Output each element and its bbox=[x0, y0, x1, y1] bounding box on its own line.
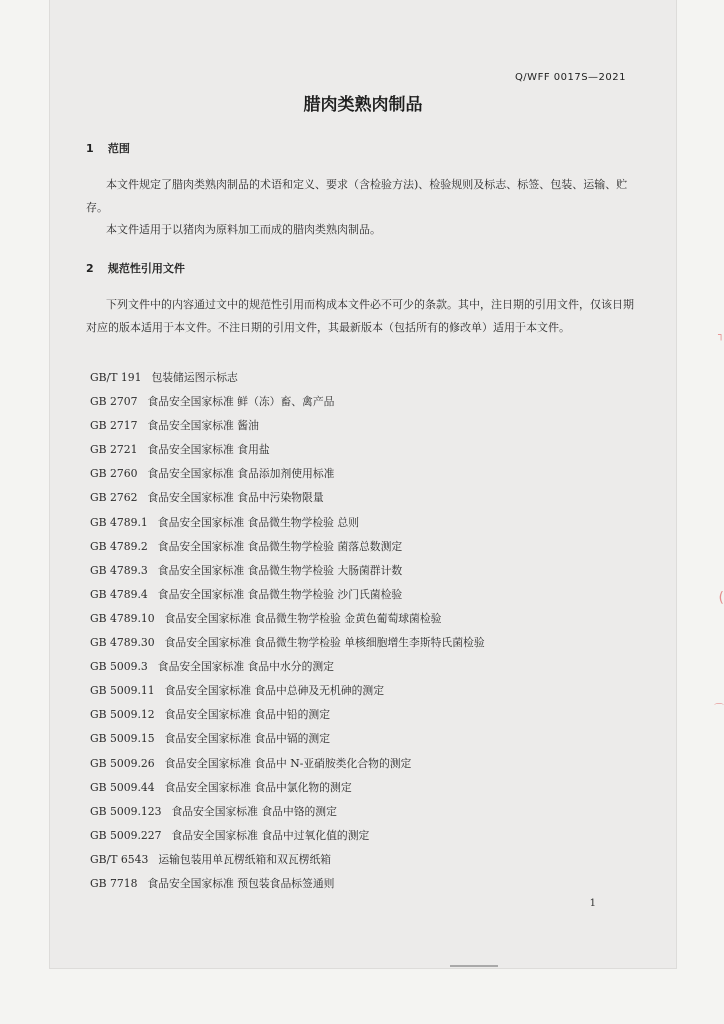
reference-code: GB 2721 bbox=[90, 443, 138, 457]
reference-item bbox=[90, 800, 485, 824]
reference-title: 食品安全国家标准 食品微生物学检验 大肠菌群计数 bbox=[157, 563, 403, 577]
reference-code: GB 5009.26 bbox=[90, 756, 155, 770]
reference-item bbox=[90, 631, 485, 655]
paragraph-text: 下列文件中的内容通过文中的规范性引用而构成本文件必不可少的条款。其中，注日期的引用文件，仅该日期对应的版本适用于本文件。不注日期的引用文件，其最新版本（包括所有的修改单）适用于本文件。 bbox=[86, 298, 634, 334]
reference-title: 包装储运图示标志 bbox=[151, 371, 238, 384]
reference-code: GB 7718 bbox=[90, 876, 138, 890]
stamp-fragment: ( bbox=[718, 590, 724, 606]
reference-item bbox=[90, 511, 485, 535]
section-title: 范围 bbox=[107, 142, 130, 155]
reference-code: GB 4789.1 bbox=[90, 515, 148, 529]
reference-code: GB 5009.11 bbox=[90, 684, 155, 698]
reference-item bbox=[90, 607, 485, 631]
reference-title: 食品安全国家标准 食品中镉的测定 bbox=[164, 732, 331, 746]
reference-list bbox=[90, 366, 485, 896]
reference-title: 食品安全国家标准 食品中氯化物的测定 bbox=[164, 780, 352, 794]
reference-title: 食品安全国家标准 食品微生物学检验 沙门氏菌检验 bbox=[157, 587, 403, 601]
paragraph-references-intro bbox=[86, 293, 642, 339]
reference-item bbox=[90, 727, 485, 751]
reference-code: GB 4789.30 bbox=[90, 636, 155, 650]
reference-title: 食品安全国家标准 酱油 bbox=[147, 419, 259, 433]
standard-code: Q/WFF 0017S—2021 bbox=[514, 72, 626, 83]
reference-code: GB 2760 bbox=[90, 467, 138, 481]
reference-item bbox=[90, 703, 485, 727]
reference-item bbox=[90, 679, 485, 703]
reference-title: 食品安全国家标准 食品中水分的测定 bbox=[157, 660, 334, 674]
reference-code: GB 5009.15 bbox=[90, 732, 155, 746]
reference-item bbox=[90, 583, 485, 607]
document-title: 腊肉类熟肉制品 bbox=[303, 95, 423, 115]
paragraph-scope-2 bbox=[86, 218, 642, 241]
reference-code: GB/T 6543 bbox=[90, 852, 149, 866]
reference-title: 食品安全国家标准 食品中铬的测定 bbox=[171, 804, 337, 818]
paragraph-text: 本文件规定了腊肉类熟肉制品的术语和定义、要求（含检验方法)、检验规则及标志、标签、包装、运输、贮存。 bbox=[86, 178, 628, 214]
reference-item bbox=[90, 414, 485, 438]
section-number: 2 bbox=[86, 262, 94, 275]
reference-item bbox=[90, 462, 485, 486]
reference-code: GB 2707 bbox=[90, 395, 138, 409]
reference-title: 食品安全国家标准 食品中总砷及无机砷的测定 bbox=[164, 684, 385, 698]
reference-title: 运输包装用单瓦楞纸箱和双瓦楞纸箱 bbox=[158, 852, 332, 866]
reference-title: 食品安全国家标准 食品中过氧化值的测定 bbox=[171, 828, 370, 842]
paragraph-scope-1 bbox=[86, 173, 642, 219]
reference-title: 食品安全国家标准 食用盐 bbox=[147, 443, 270, 457]
reference-title: 食品安全国家标准 食品中污染物限量 bbox=[147, 491, 324, 505]
stamp-fragment: ┐ bbox=[717, 330, 724, 341]
reference-item bbox=[90, 848, 485, 872]
reference-code: GB 2762 bbox=[90, 491, 138, 505]
reference-code: GB 4789.2 bbox=[90, 539, 148, 553]
section-number: 1 bbox=[86, 142, 94, 155]
reference-code: GB/T 191 bbox=[90, 371, 142, 384]
section-title: 规范性引用文件 bbox=[107, 262, 185, 275]
reference-title: 食品安全国家标准 食品中 N-亚硝胺类化合物的测定 bbox=[164, 756, 412, 770]
reference-item bbox=[90, 824, 485, 848]
reference-code: GB 2717 bbox=[90, 419, 138, 433]
reference-code: GB 4789.3 bbox=[90, 563, 148, 577]
reference-code: GB 4789.10 bbox=[90, 611, 155, 625]
reference-title: 食品安全国家标准 食品添加剂使用标准 bbox=[147, 467, 335, 481]
reference-item bbox=[90, 776, 485, 800]
reference-item bbox=[90, 366, 485, 390]
reference-code: GB 5009.227 bbox=[90, 828, 162, 842]
document-page bbox=[50, 0, 676, 968]
reference-code: GB 5009.12 bbox=[90, 708, 155, 722]
reference-code: GB 5009.3 bbox=[90, 660, 148, 674]
reference-title: 食品安全国家标准 食品中铅的测定 bbox=[164, 708, 331, 722]
reference-item bbox=[90, 438, 485, 462]
reference-code: GB 4789.4 bbox=[90, 587, 148, 601]
reference-item bbox=[90, 872, 485, 896]
scan-edge-mark bbox=[450, 965, 498, 971]
reference-item bbox=[90, 752, 485, 776]
reference-item bbox=[90, 486, 485, 510]
stamp-fragment: ⌒ bbox=[714, 704, 724, 715]
reference-item bbox=[90, 655, 485, 679]
reference-code: GB 5009.123 bbox=[90, 804, 162, 818]
paragraph-text: 本文件适用于以猪肉为原料加工而成的腊肉类熟肉制品。 bbox=[106, 223, 381, 236]
reference-title: 食品安全国家标准 食品微生物学检验 菌落总数测定 bbox=[157, 539, 403, 553]
reference-title: 食品安全国家标准 预包装食品标签通则 bbox=[147, 876, 335, 890]
section-heading-scope bbox=[86, 140, 130, 156]
reference-title: 食品安全国家标准 食品微生物学检验 单核细胞增生李斯特氏菌检验 bbox=[164, 636, 485, 650]
reference-item bbox=[90, 390, 485, 414]
scan-margin bbox=[0, 0, 50, 1024]
page-number: 1 bbox=[589, 898, 596, 909]
reference-title: 食品安全国家标准 食品微生物学检验 总则 bbox=[157, 515, 359, 529]
reference-title: 食品安全国家标准 鲜（冻）畜、禽产品 bbox=[147, 395, 335, 409]
reference-title: 食品安全国家标准 食品微生物学检验 金黄色葡萄球菌检验 bbox=[164, 611, 442, 625]
reference-item bbox=[90, 559, 485, 583]
section-heading-references bbox=[86, 260, 185, 276]
reference-code: GB 5009.44 bbox=[90, 780, 155, 794]
reference-item bbox=[90, 535, 485, 559]
